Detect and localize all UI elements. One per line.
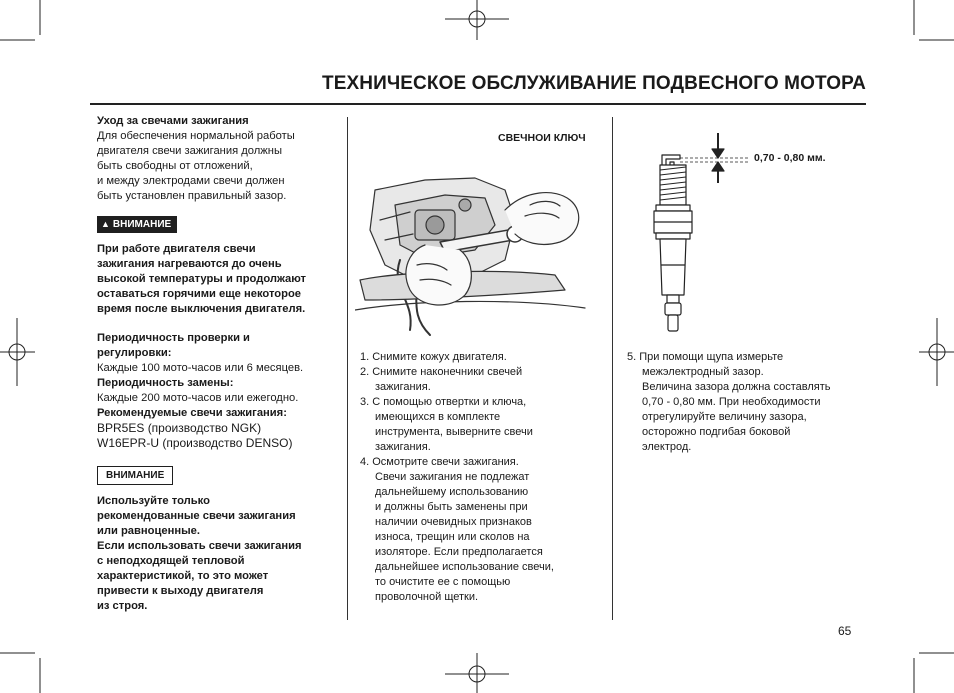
warning-badge <box>97 216 177 233</box>
right-column-steps <box>627 350 867 455</box>
step-4-cont: износа, трещин или сколов на <box>375 531 530 543</box>
middle-column-steps <box>360 350 600 605</box>
caution-line: характеристикой, то это может <box>97 570 269 582</box>
warning-line: высокой температуры и продолжают <box>97 273 307 285</box>
step-4-cont: наличии очевидных признаков <box>375 516 532 528</box>
title-rule <box>90 103 866 105</box>
intro-line: быть свободны от отложений, <box>97 160 253 172</box>
caution-line: Если использовать свечи зажигания <box>97 540 302 552</box>
caution-line: привести к выходу двигателя <box>97 585 264 597</box>
step-3-cont: имеющихся в комплекте <box>375 411 501 423</box>
step-4-cont: проволочной щетки. <box>375 591 479 603</box>
step-5-cont: межэлектродный зазор. <box>642 366 764 378</box>
step-5: 5. При помощи щупа измерьте <box>627 351 784 363</box>
intro-line: быть установлен правильный зазор. <box>97 190 287 202</box>
spark-plug-illustration <box>640 125 750 340</box>
step-5-cont: Величина зазора должна составлять <box>642 381 831 393</box>
plug-ngk: BPR5ES (производство NGK) <box>97 421 262 435</box>
check-interval-title: регулировки: <box>97 347 172 359</box>
left-column <box>97 114 342 614</box>
check-interval-value: Каждые 100 мото-часов или 6 месяцев. <box>97 362 304 374</box>
step-2-cont: зажигания. <box>375 381 431 393</box>
engine-wrench-illustration <box>355 150 600 350</box>
step-4-cont: дальнейшему использованию <box>375 486 529 498</box>
caution-line: Используйте только <box>97 495 210 507</box>
warning-label: ВНИМАНИЕ <box>112 219 172 230</box>
step-2: 2. Снимите наконечники свечей <box>360 366 523 378</box>
warning-line: время после выключения двигателя. <box>97 303 306 315</box>
replace-interval-value: Каждые 200 мото-часов или ежегодно. <box>97 392 299 404</box>
intro-line: двигателя свечи зажигания должны <box>97 145 282 157</box>
step-4-cont: то очистите ее с помощью <box>375 576 511 588</box>
column-divider <box>347 117 348 620</box>
column-divider <box>612 117 613 620</box>
replace-interval-title: Периодичность замены: <box>97 377 234 389</box>
page-number: 65 <box>838 624 852 638</box>
warning-triangle-icon: ▲ <box>101 219 110 229</box>
intro-line: и между электродами свечи должен <box>97 175 285 187</box>
step-4-cont: и должны быть заменены при <box>375 501 528 513</box>
step-1: 1. Снимите кожух двигателя. <box>360 351 507 363</box>
warning-line: При работе двигателя свечи <box>97 243 256 255</box>
caution-badge <box>97 466 173 485</box>
caution-line: рекомендованные свечи зажигания <box>97 510 296 522</box>
check-interval-title: Периодичность проверки и <box>97 332 250 344</box>
gap-value-label: 0,70 - 0,80 мм. <box>754 152 826 164</box>
step-5-cont: осторожно подгибая боковой <box>642 426 791 438</box>
recommended-plugs-title: Рекомендуемые свечи зажигания: <box>97 407 287 419</box>
step-4-cont: изоляторе. Если предполагается <box>375 546 543 558</box>
spark-plug-wrench-label: СВЕЧНОИ КЛЮЧ <box>498 132 586 144</box>
caution-line: из строя. <box>97 600 148 612</box>
step-3-cont: инструмента, выверните свечи <box>375 426 533 438</box>
warning-line: зажигания нагреваются до очень <box>97 258 282 270</box>
step-3: 3. С помощью отвертки и ключа, <box>360 396 527 408</box>
caution-line: или равноценные. <box>97 525 200 537</box>
intro-line: Для обеспечения нормальной работы <box>97 130 295 142</box>
step-5-cont: электрод. <box>642 441 692 453</box>
plug-denso: W16EPR-U (производство DENSO) <box>97 436 293 450</box>
page-title: ТЕХНИЧЕСКОЕ ОБСЛУЖИВАНИЕ ПОДВЕСНОГО МОТОРА <box>322 73 866 94</box>
caution-line: с неподходящей тепловой <box>97 555 245 567</box>
warning-line: оставаться горячими еще некоторое <box>97 288 302 300</box>
step-3-cont: зажигания. <box>375 441 431 453</box>
step-4-cont: дальнейшее использование свечи, <box>375 561 554 573</box>
section-heading: Уход за свечами зажигания <box>97 115 249 127</box>
step-4: 4. Осмотрите свечи зажигания. <box>360 456 519 468</box>
caution-label: ВНИМАНИЕ <box>106 470 165 481</box>
step-5-cont: отрегулируйте величину зазора, <box>642 411 807 423</box>
step-5-cont: 0,70 - 0,80 мм. При необходимости <box>642 396 821 408</box>
step-4-cont: Свечи зажигания не подлежат <box>375 471 530 483</box>
